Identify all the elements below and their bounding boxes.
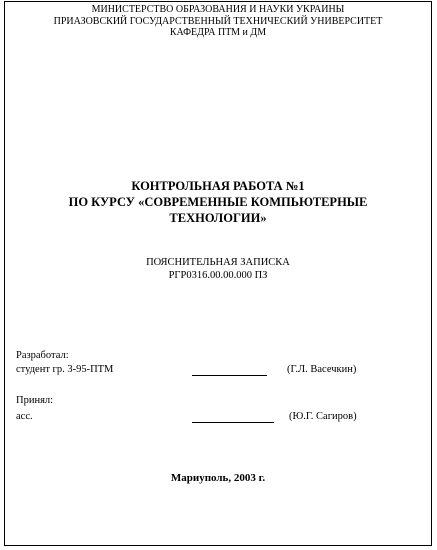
- explanatory-note: [5, 257, 431, 282]
- reviewer-name: (Ю.Г. Сагиров): [289, 411, 357, 422]
- university-name: ПРИАЗОВСКИЙ ГОСУДАРСТВЕННЫЙ ТЕХНИЧЕСКИЙ УНИВЕРСИТЕТ: [53, 15, 383, 27]
- work-title-line-2: ПО КУРСУ «СОВРЕМЕННЫЕ КОМПЬЮТЕРНЫЕ: [68, 195, 368, 209]
- reviewer-label: Принял:: [16, 395, 54, 406]
- header: [5, 4, 431, 39]
- developer-label: Разработал:: [16, 350, 69, 361]
- place-and-year: Мариуполь, 2003 г.: [170, 472, 266, 484]
- document-code: РГР0316.00.00.000 ПЗ: [168, 269, 268, 281]
- document-page: [4, 1, 432, 546]
- developer-signature-line: [192, 375, 267, 376]
- department-name: КАФЕДРА ПТМ и ДМ: [169, 27, 267, 38]
- ministry-name: МИНИСТЕРСТВО ОБРАЗОВАНИЯ И НАУКИ УКРАИНЫ: [91, 4, 345, 15]
- developer-name: (Г.Л. Васечкин): [287, 364, 357, 375]
- work-title-line-1: КОНТРОЛЬНАЯ РАБОТА №1: [131, 179, 305, 193]
- explanatory-note-title: ПОЯСНИТЕЛЬНАЯ ЗАПИСКА: [146, 257, 290, 268]
- reviewer-signature-line: [192, 422, 274, 423]
- reviewer-role: асс.: [16, 411, 33, 422]
- work-title: [5, 178, 431, 226]
- developer-role: студент гр. 3-95-ПТМ: [16, 364, 114, 375]
- work-title-line-3: ТЕХНОЛОГИИ»: [169, 211, 267, 225]
